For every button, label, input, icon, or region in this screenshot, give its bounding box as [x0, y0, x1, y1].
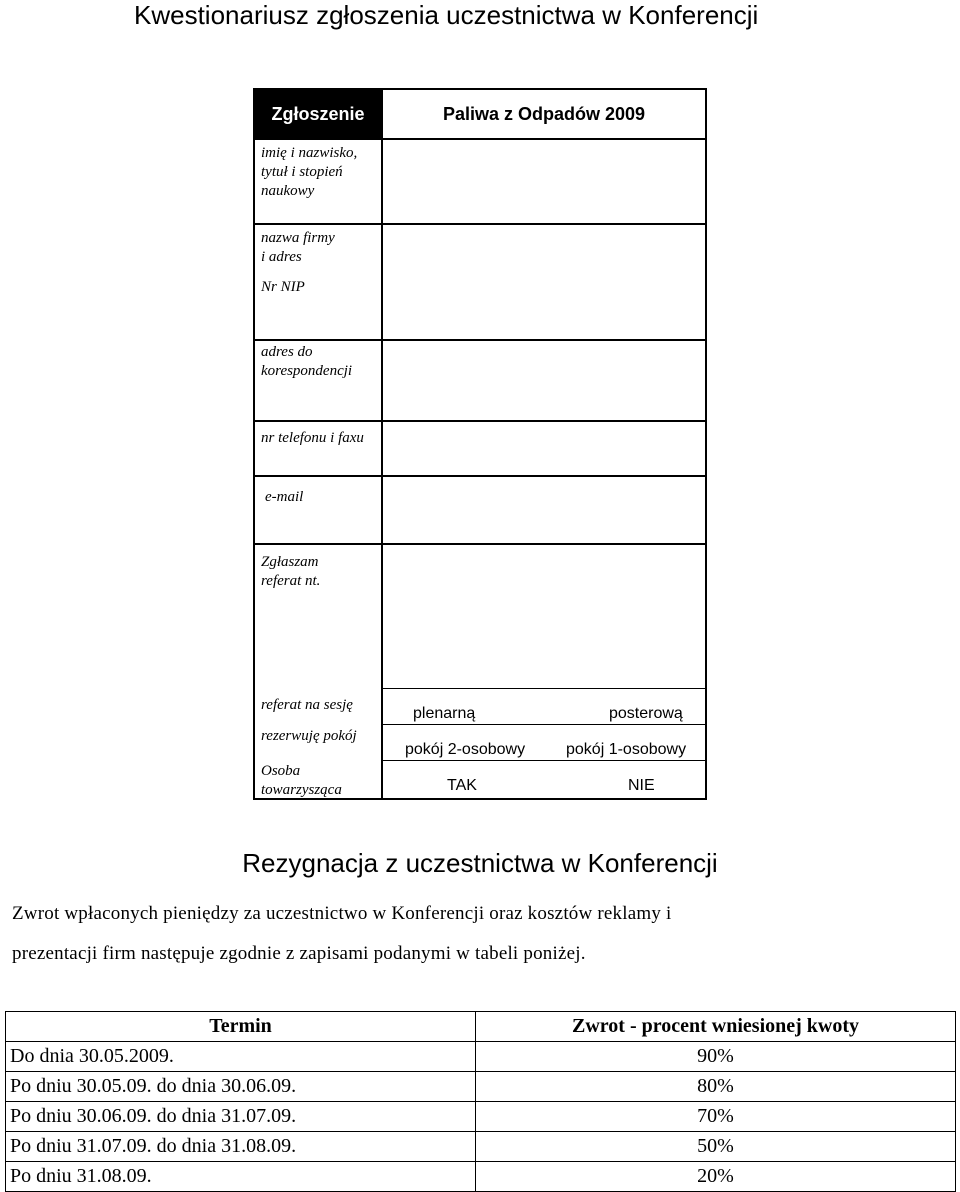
- deadline-cell: Po dniu 31.07.09. do dnia 31.08.09.: [6, 1132, 476, 1162]
- phone-label: nr telefonu i faxu: [261, 430, 364, 446]
- correspondence-label: adres do korespondencji: [261, 344, 353, 379]
- room-label: rezerwuję pokój: [261, 728, 357, 744]
- email-field[interactable]: [385, 477, 703, 542]
- room-single-option[interactable]: pokój 1-osobowy: [566, 741, 687, 758]
- deadline-cell: Po dniu 30.06.09. do dnia 31.07.09.: [6, 1102, 476, 1132]
- table-row: [6, 1102, 956, 1132]
- page-title: Kwestionariusz zgłoszenia uczestnictwa w Konferencji: [134, 0, 759, 30]
- table-row: [6, 1042, 956, 1072]
- session-poster-option[interactable]: posterową: [609, 705, 683, 722]
- email-label: e-mail: [265, 489, 304, 505]
- refund-percent-cell: 20%: [476, 1162, 956, 1192]
- companion-yes-option[interactable]: TAK: [447, 777, 477, 794]
- companion-label: Osoba towarzysząca: [261, 763, 342, 798]
- name-field[interactable]: [385, 140, 703, 222]
- table-header-row: [6, 1012, 956, 1042]
- table-row: [6, 1162, 956, 1192]
- deadline-cell: Do dnia 30.05.2009.: [6, 1042, 476, 1072]
- nip-label: Nr NIP: [261, 279, 305, 295]
- name-label: imię i nazwisko, tytuł i stopień naukowy: [261, 145, 358, 199]
- room-double-option[interactable]: pokój 2-osobowy: [405, 741, 526, 758]
- refund-percent-cell: 90%: [476, 1042, 956, 1072]
- phone-field[interactable]: [385, 422, 703, 474]
- conference-name: Paliwa z Odpadów 2009: [442, 104, 646, 124]
- table-row: [6, 1132, 956, 1162]
- deadline-cell: Po dniu 31.08.09.: [6, 1162, 476, 1192]
- company-field[interactable]: [385, 225, 703, 337]
- paper-field[interactable]: [385, 545, 703, 685]
- column-header-deadline: Termin: [6, 1012, 476, 1042]
- row-separator: [381, 724, 705, 725]
- correspondence-field[interactable]: [385, 341, 703, 419]
- resignation-text: Zwrot wpłaconych pieniędzy za uczestnictwo w Konferencji oraz kosztów reklamy i prezentacji firm następuje zgodnie z zapisami podanymi w tabeli poniżej.: [12, 903, 672, 964]
- refund-percent-cell: 80%: [476, 1072, 956, 1102]
- refund-table: [5, 1011, 956, 1192]
- table-row: [6, 1072, 956, 1102]
- form-header-label: Zgłoszenie: [255, 90, 381, 138]
- session-plenary-option[interactable]: plenarną: [413, 705, 476, 722]
- row-separator: [381, 688, 705, 689]
- paper-label: Zgłaszam referat nt.: [261, 554, 321, 589]
- column-header-refund: Zwrot - procent wniesionej kwoty: [476, 1012, 956, 1042]
- session-label: referat na sesję: [261, 697, 353, 713]
- company-label: nazwa firmy i adres: [261, 230, 335, 265]
- refund-percent-cell: 70%: [476, 1102, 956, 1132]
- form-divider: [381, 90, 383, 798]
- registration-form: [253, 88, 707, 800]
- row-separator: [381, 760, 705, 761]
- refund-percent-cell: 50%: [476, 1132, 956, 1162]
- resignation-title: Rezygnacja z uczestnictwa w Konferencji: [242, 848, 718, 878]
- companion-no-option[interactable]: NIE: [628, 777, 655, 794]
- deadline-cell: Po dniu 30.05.09. do dnia 30.06.09.: [6, 1072, 476, 1102]
